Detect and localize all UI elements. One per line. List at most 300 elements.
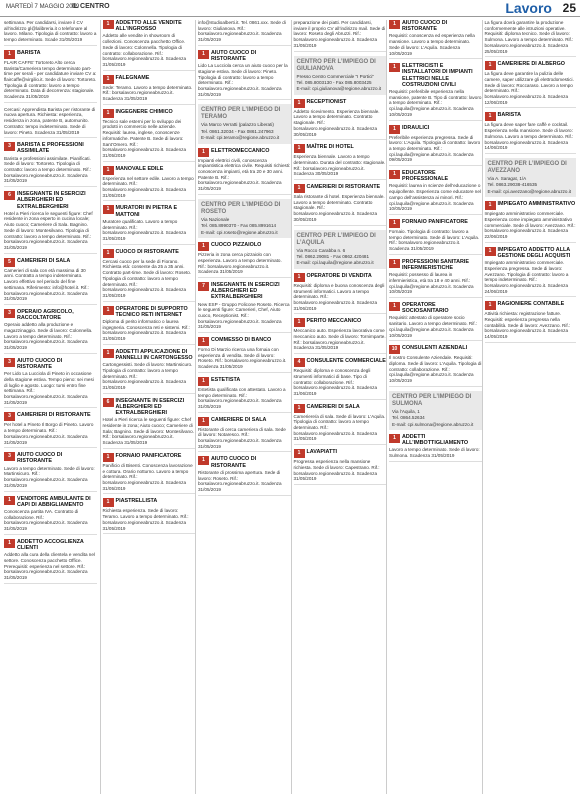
job-title: LAVAPIATTI <box>306 449 338 456</box>
job-title: CAMERIERI DI RISTORANTE <box>17 412 91 419</box>
office-name: CENTRO PER L’IMPIEGO DI L’AQUILA <box>296 232 376 246</box>
job-ad-header <box>389 434 482 446</box>
job-listings <box>4 20 576 794</box>
job-ad-header <box>294 318 387 327</box>
job-title: OPERATORE DI SUPPORTO TECNICO RETI INTERNET <box>115 305 188 318</box>
job-title: ADDETTO ALLE VENDITE ALL'INGROSSO <box>115 20 182 33</box>
job-ad-header <box>485 112 577 121</box>
job-ad-header <box>389 219 482 228</box>
job-ad-header <box>198 417 291 426</box>
job-ad <box>103 166 196 202</box>
job-ad-header <box>103 453 196 462</box>
job-description: Attività richiesta: registrazione fatture. Requisiti: esperienza pregressa nella contabilità. Sede di lavoro: Avezzano. Rif.: borsalavoro.regioneabruzzo.it. Scadenza 14/05/2019 <box>484 311 571 340</box>
positions-count-badge: 1 <box>103 109 114 118</box>
job-ad-header <box>198 337 291 346</box>
job-description: Impiegato amministrativo commerciale. Esperienza pregressa. Sede di lavoro: Avezzano. Tipologia di contratto: lavoro a tempo indeterminato. Rif.: borsalavoro.regioneabruzzo.it. Scadenza 24/06/2019 <box>484 260 569 294</box>
job-description: Requisiti: possesso di laurea in infermieristica, età tra 18 e 40 anni. Rif.: cpi.laquila@regione.abruzzo.it. Scadenza 10/05/2019 <box>389 272 474 295</box>
job-ad <box>4 496 97 535</box>
job-title: ELETTROMECCANICO <box>211 147 270 154</box>
employment-office-box <box>485 158 577 197</box>
job-ad <box>103 109 196 162</box>
job-ad-header <box>198 456 291 468</box>
positions-count-badge: 1 <box>4 496 15 505</box>
job-ad <box>198 148 291 195</box>
job-description: Ristorante di cerca cameriera di sala. Sede di lavoro: Notaresco. Rif.: borsalavoro.regioneabruzzo.it. Scadenza 31/05/2019 <box>198 426 286 449</box>
positions-count-badge: 1 <box>103 20 114 29</box>
issue-date: MARTEDÌ 7 MAGGIO 2019 <box>6 4 80 10</box>
column-5 <box>386 20 482 794</box>
office-contact-line: Tel. 0862.29081 - Fax 0862.420481 <box>296 253 370 259</box>
job-ad <box>389 345 482 387</box>
job-ad <box>485 112 577 154</box>
positions-count-badge: 1 <box>294 318 305 327</box>
job-ad <box>198 20 291 46</box>
job-ad <box>485 20 577 57</box>
job-description: Requisiti: diploma e buona conoscenza degli strumenti informatici. Lavoro a tempo determinato. Rif.: borsalavoro.regioneabruzzo.it. Scadenza 31/06/2019 <box>293 282 385 311</box>
job-title: VENDITORE AMBULANTE DI CAPI DI ABBIGLIAMENTO <box>17 495 91 508</box>
positions-count-badge: 1 <box>485 201 496 210</box>
office-contact-line: Tel. 0861.32034 - Fax 0861.247963 <box>201 128 274 134</box>
job-title: FORNAIO PANIFICATORE <box>402 218 468 225</box>
job-description: Requisiti: conoscenza ed esperienza nella mansione. Lavoro a tempo determinato. Sede di lavoro: L’Aquila. Scadenza 10/05/2019 <box>389 33 475 56</box>
job-ad <box>198 417 291 453</box>
employment-office-box <box>198 199 291 238</box>
job-ad-header <box>198 148 291 157</box>
job-title: AIUTO CUOCO DI RISTORANTE <box>17 452 63 465</box>
office-contact-line: Via Rocco Carabba n. 6 <box>296 247 346 253</box>
job-title: ADDETTI ALL’IMBOTTIGLIAMENTO <box>402 433 469 447</box>
job-ad <box>4 309 97 354</box>
office-contact-line: Tel. 085.8990370 - Fax 085.8991614 <box>201 223 277 229</box>
job-title: EDUCATORE PROFESSIONALE <box>402 170 449 183</box>
page-number: 25 <box>562 1 576 15</box>
job-description: FLAIR CAFFE’ Tortoreto Alto cerca Barista/Cameriera tempo determinato part-time per serali - per candidature inviare CV a: flaircaffe@virgilio.it. Sede di lavoro: Tortoreto. Tipologia di contratto: lavoro a tempo determinato. Data di decorrenza: stagionale. Scadenza 31/05/2019 <box>4 59 97 100</box>
office-contact-line: Via Nazionale <box>201 216 230 222</box>
job-ad-header <box>198 282 291 301</box>
job-ad <box>103 349 196 394</box>
positions-count-badge: 1 <box>389 20 400 29</box>
job-description: La figura deve saper fare caffè e cocktail. Esperienza nella mansione. Sede di lavoro: Sulmona. Lavoro a tempo determinato. Rif.: borsalavoro.regioneabruzzo.it. Scadenza 14/06/2019 <box>484 122 574 151</box>
job-ad <box>4 539 97 584</box>
newspaper-name: IL CENTRO <box>72 3 110 10</box>
job-ad <box>294 144 387 180</box>
job-description: preparazione dei piatti. Per candidarsi, inviare il proprio CV all’indirizzo mail. Sede di lavoro: Roseto degli Abruzzi. Rif.: borsalavoro.regioneabruzzo.it. Scadenza 31/05/2019 <box>293 20 386 48</box>
positions-count-badge: 3 <box>4 309 15 318</box>
job-ad-header <box>485 201 577 210</box>
positions-count-badge: 1 <box>485 61 496 70</box>
job-ad-header <box>198 377 291 386</box>
job-ad-header <box>485 61 577 70</box>
job-description: Sala ristorante di hotel. Esperienza biennale. Lavoro a tempo determinato. Contratto stagionale. Rif.: borsalavoro.regioneabruzzo.it. Scadenza 30/05/2019 <box>293 194 385 222</box>
job-title: INGEGNERE CHIMICO <box>115 108 173 115</box>
job-ad-header <box>294 99 387 108</box>
job-ad <box>485 61 577 108</box>
job-title: AIUTO CUOCO DI RISTORANTE <box>17 357 63 371</box>
job-description: Sede: Teramo. Lavoro a tempo determinato. Rif.: borsalavoro.regioneabruzzo.it. Scadenza 31/05/2019 <box>102 84 193 102</box>
job-ad-header <box>485 301 577 310</box>
job-ad <box>198 242 291 278</box>
job-description: Addetto alle vendite in showroom di collezioni. Conoscenza pacchetto Office. Sede di lavoro: Colonnella. Tipologia di contratto: collaborazione. Rif.: borsalavoro.regioneabruzzo.it. Scadenza 31/05/2019 <box>102 33 187 67</box>
positions-count-badge: 1 <box>198 148 209 157</box>
employment-office-box <box>198 104 291 143</box>
positions-count-badge: 5 <box>4 258 15 267</box>
job-title: AIUTO CUOCO DI RISTORANTE <box>211 49 257 63</box>
job-ad-header <box>294 144 387 153</box>
column-2 <box>100 20 196 794</box>
office-name: CENTRO PER L’IMPIEGO DI TERAMO <box>201 107 281 121</box>
job-ad-header <box>294 404 387 413</box>
positions-count-badge: 1 <box>389 125 400 134</box>
job-description: Richiesta esperienza. Sede di lavoro: Teramo. Lavoro a tempo determinato. Rif.: borsalavoro.regioneabruzzo.it. Scadenza 31/05/2019 <box>102 508 189 531</box>
positions-count-badge: 1 <box>294 273 305 282</box>
job-ad-header <box>389 63 482 88</box>
job-ad-header <box>198 50 291 62</box>
office-contact-line: E-mail: cpi.teramo@regione.abruzzo.it <box>201 135 280 141</box>
job-ad-header <box>4 142 97 154</box>
job-ad <box>4 258 97 305</box>
job-ad-header <box>198 242 291 251</box>
job-ad <box>294 184 387 226</box>
job-ad <box>103 75 196 105</box>
office-name: CENTRO PER L’IMPIEGO DI ROSETO <box>201 201 281 215</box>
positions-count-badge: 1 <box>485 301 496 310</box>
job-ad <box>4 358 97 409</box>
job-title: MAÎTRE DI HOTEL <box>306 144 354 151</box>
office-contact-line: Tel. 0864.52634 <box>392 415 425 421</box>
positions-count-badge: 3 <box>4 412 15 421</box>
job-title: CONSULENTI AZIENDALI <box>402 345 468 352</box>
job-description: New ESP - Gruppo Folicone Roseto. Ricerca le seguenti figure: Camerieri, Chef, Aiuto cuoco, Receptionist. Rif.: borsalavoro.regioneabruzzo.it. Scadenza 31/05/2019 <box>198 301 290 330</box>
job-ad <box>294 20 387 52</box>
job-title: FORNAIO PANIFICATORE <box>115 452 182 459</box>
job-title: CAMERIERE DI SALA <box>211 416 267 423</box>
positions-count-badge: 1 <box>294 404 305 413</box>
job-ad <box>389 125 482 167</box>
office-contact-line: E-mail: cpi.avezzano@regione.abruzzo.it <box>487 188 572 194</box>
job-description: Per hotel a Pineto Il Borgo di Pineto. Lavoro a tempo determinato. Rif.: borsalavoro.regioneabruzzo.it. Scadenza 31/05/2019 <box>4 422 94 445</box>
job-ad-header <box>389 20 482 32</box>
office-contact-line: Tel. 085.8003130 - Fax 085.8003425 <box>296 79 372 85</box>
job-title: IDRAULICI <box>402 124 430 131</box>
positions-count-badge: 1 <box>485 247 496 256</box>
job-ad <box>485 301 577 343</box>
job-title: PROFESSIONI SANITARIE INFERMIERISTICHE <box>402 258 469 271</box>
positions-count-badge: 1 <box>103 75 114 84</box>
job-description: Barista e professioni assimilate. Pianificati. Sede di lavoro: Tortoreto. Tipologia di contratto: lavoro a tempo determinato. Rif.: borsalavoro.regioneabruzzo.it. Scadenza 31/05/2019 <box>4 155 92 184</box>
job-description: Lido La Lucciola cerca un aiuto cuoco per la stagione estiva. Sede di lavoro: Pineto. Tipologia di contratto: lavoro a tempo determinato. Rif.: borsalavoro.regioneabruzzo.it. Scadenza 31/05/2019 <box>198 63 288 97</box>
job-ad <box>4 107 97 139</box>
job-description: Tecnico sale esterni per lo sviluppo dei prodotti in commercio nelle aziende. Requisiti: laurea, inglese, conoscenze informatiche. Patente B. Sede di lavoro: Sant’Omero. Rif.: borsalavoro.regioneabruzzo.it. Scadenza 31/05/2019 <box>102 118 187 158</box>
page-header <box>0 0 580 17</box>
job-ad-header <box>4 50 97 59</box>
column-1 <box>4 20 97 794</box>
positions-count-badge: 1 <box>103 453 114 462</box>
job-description: Addetto ricevimento. Esperienza biennale. Lavoro a tempo determinato. Contratto stagionale. Rif.: borsalavoro.regioneabruzzo.it. Scadenza 30/05/2019 <box>293 108 380 137</box>
job-ad <box>4 412 97 448</box>
job-ad-header <box>103 306 196 318</box>
positions-count-badge: 1 <box>294 184 305 193</box>
job-title: CAMERIERI DI SALA <box>17 257 71 264</box>
job-ad <box>4 191 97 254</box>
column-3 <box>195 20 291 794</box>
job-title: BARISTA <box>17 49 41 56</box>
job-description: Requisiti: attestato di operatore socio sanitario. Lavoro a tempo determinato. Rif.: cpi.laquila@regione.abruzzo.it. Scadenza 10/05/2019 <box>389 315 478 338</box>
job-title: CAMERIERI DI SALA <box>306 403 360 410</box>
job-description: Cameriere/a di sala. Sede di lavoro: L’Aquila. Tipologia di contratto: lavoro a tempo determinato. Rif.: borsalavoro.regioneabruzzo.it. Scadenza 31/05/2019 <box>293 413 386 442</box>
job-description: Forno Di Marzio ricerca una fornaia con esperienza di vendita. Sede di lavoro: Roseto. Rif.: borsalavoro.regioneabruzzo.it. Scadenza 31/05/2019 <box>198 347 287 370</box>
job-ad <box>4 20 97 46</box>
job-ad-header <box>103 20 196 32</box>
positions-count-badge: 1 <box>198 456 209 465</box>
job-description: Panificio di Bisenti. Conoscenza lavorazione e cottura. Orario notturno. Lavoro a tempo determinato. Rif.: borsalavoro.regioneabruzzo.it. Scadenza 31/05/2019 <box>102 462 193 491</box>
job-ad <box>389 170 482 215</box>
positions-count-badge: 1 <box>198 377 209 386</box>
job-description: Muratore qualificato. Lavoro a tempo determinato. Rif.: borsalavoro.regioneabruzzo.it. Scadenza 31/05/2019 <box>102 218 187 241</box>
job-description: Pizzeria in zona cerca pizzaiolo con esperienza. Lavoro a tempo determinato. Rif.: borsalavoro.regioneabruzzo.it. Scadenza 31/05/2019 <box>198 252 282 275</box>
job-ad-header <box>389 302 482 314</box>
job-ad <box>294 318 387 354</box>
job-ad-header <box>103 166 196 175</box>
job-ad <box>103 20 196 71</box>
job-description: Cercasi: Apprendista Barista per ristorante di nuova apertura. Richiesta: esperienza, residenza in zona, patente B, automunito. Contratto: tempo indeterminato. Sede di lavoro: Pineto. Scadenza 31/05/2019 <box>4 106 96 135</box>
positions-count-badge: 10 <box>389 345 400 354</box>
job-ad-header <box>4 358 97 370</box>
job-ad-header <box>4 412 97 421</box>
job-ad <box>198 337 291 373</box>
job-title: FALEGNAME <box>115 74 150 81</box>
job-description: Fornaio. Tipologia di contratto: lavoro a tempo determinato. Sede di lavoro: L’Aquila. Rif.: borsalavoro.regioneabruzzo.it. Scadenza 31/05/2019 <box>389 228 480 252</box>
job-description: Esperienza biennale. Lavoro a tempo determinato. Durata del contratto: stagionale. Rif.: borsalavoro.regioneabruzzo.it. Scadenza 30/05/2019 <box>293 154 386 177</box>
job-ad <box>198 50 291 101</box>
job-ad <box>103 205 196 244</box>
office-contact-line: Via A. Saragat, 1/A <box>487 175 527 181</box>
positions-count-badge: 1 <box>389 219 400 228</box>
job-description: Impiegato amministrativo commerciale. Esperienza come impiegato amministrativo commerciale. Sede di lavoro: Avezzano. Rif.: borsalavoro.regioneabruzzo.it. Scadenza 22/06/2019 <box>484 211 576 239</box>
job-ad-header <box>294 273 387 282</box>
job-ad-header <box>103 109 196 118</box>
employment-office-box <box>294 56 387 95</box>
column-6 <box>482 20 577 794</box>
job-title: BARISTA <box>497 112 522 119</box>
job-ad-header <box>4 452 97 464</box>
positions-count-badge: 1 <box>4 539 15 548</box>
job-description: Lavoro a tempo determinato. Sede di lavoro: Sulmona. Scadenza 31/05/2019 <box>389 447 480 459</box>
job-title: OPERATORE DI VENDITA <box>306 272 372 279</box>
job-ad-header <box>4 309 97 321</box>
positions-count-badge: 1 <box>4 50 15 59</box>
job-ad-header <box>4 539 97 551</box>
job-description: Hotel a Pieri ricerca le seguenti figure: Chef residente in zona; Aiuto cuoco; Cameriere di Sala; Bagnino. Sede di lavoro: Montesilvano. Rif.: borsalavoro.regioneabruzzo.it. Scadenza 31/05/2019 <box>102 417 194 446</box>
job-ad <box>294 449 387 485</box>
job-title: MURATORI IN PIETRA E MATTONI <box>115 205 178 218</box>
positions-count-badge: 1 <box>103 205 114 214</box>
job-description: Cercasi cuoco per la sede di Fiorano. Richiesta età: consente da 25 a 35 anni. Contratto part-time. Sede di lavoro: Roseto. Tipologia di contratto: lavoro a tempo determinato. Rif.: borsalavoro.regioneabruzzo.it. Scadenza 31/05/2019 <box>102 258 192 298</box>
job-title: RECEPTIONIST <box>306 98 347 105</box>
job-description: Operaio addetto alla produzione e magazzinaggio. Sede di lavoro: Colonnella. Lavoro a tempo determinato. Rif.: borsalavoro.regioneabruzzo.it. Scadenza 31/05/2019 <box>4 322 93 351</box>
job-description: Cartongessisti. Sede di lavoro: Martinsicuro. Tipologia di contratto: lavoro a tempo determinato. Rif.: borsalavoro.regioneabruzzo.it. Scadenza 31/05/2019 <box>102 362 193 391</box>
job-title: CONSULENTE COMMERCIALE <box>306 358 386 365</box>
positions-count-badge: 7 <box>198 282 209 291</box>
job-ad <box>294 99 387 141</box>
job-ad <box>4 50 97 103</box>
office-contact-line: E-mail: cpi.giulianova@regione.abruzzo.it <box>296 86 382 92</box>
positions-count-badge: 1 <box>389 63 400 72</box>
job-ad-header <box>4 191 97 210</box>
section-title: Lavoro <box>505 0 552 16</box>
job-description: Il nostro Consulente Aziendale. Requisiti: diploma. Sede di lavoro: L’Aquila. Tipologia di contratto: collaborazione. Rif.: cpi.laquila@regione.abruzzo.it. Scadenza 10/05/2019 <box>389 355 482 384</box>
positions-count-badge: 6 <box>4 191 15 200</box>
job-ad-header <box>4 258 97 267</box>
job-description: Ristorante di prossima apertura. Sede di lavoro: Roseto. Rif.: borsalavoro.regioneabruzzo.it. Scadenza 31/05/2019 <box>198 469 282 492</box>
job-ad <box>294 273 387 315</box>
job-title: INSEGNANTE IN ESERCIZI ALBERGHIERI ED EXTRALBERGHIERI <box>17 191 86 210</box>
positions-count-badge: 1 <box>198 337 209 346</box>
job-ad-header <box>389 125 482 134</box>
office-contact-line: E-mail: cpi.sulmona@regione.abruzzo.it <box>392 421 474 427</box>
positions-count-badge: 1 <box>389 434 400 443</box>
job-ad <box>103 453 196 495</box>
positions-count-badge: 1 <box>389 170 400 179</box>
job-description: La figura deve garantire la pulizia delle camere, saper utilizzare gli elettrodomestici. Sede di lavoro: Roccaraso. Lavoro a tempo determinato. Rif.: borsalavoro.regioneabruzzo.it. Scadenza 12/06/2019 <box>484 71 574 105</box>
job-description: info@studioalberti.it. Tel. 0861.xxx. Sede di lavoro: Giulianova. Rif.: borsalavoro.regioneabruzzo.it. Scadenza 31/05/2019 <box>198 20 286 43</box>
positions-count-badge: 3 <box>4 452 15 461</box>
job-ad-header <box>389 345 482 354</box>
positions-count-badge: 1 <box>198 242 209 251</box>
job-ad-header <box>294 358 387 367</box>
job-description: Esperienza nel settore edile. Lavoro a tempo determinato. Rif.: borsalavoro.regioneabruzzo.it. Scadenza 31/05/2019 <box>102 175 194 198</box>
job-ad <box>103 498 196 534</box>
office-contact-line: Via Marco Verratti (palazzo Liberati) <box>201 122 274 128</box>
office-name: CENTRO PER L’IMPIEGO DI GIULIANOVA <box>296 58 376 72</box>
job-ad-header <box>103 498 196 507</box>
job-description: Diploma di perito informatico o laurea ingegneria. Conoscenza reti e sistemi. Rif.: borsalavoro.regioneabruzzo.it. Scadenza 31/05/2019 <box>102 319 190 342</box>
employment-office-box <box>294 230 387 269</box>
job-ad <box>389 63 482 120</box>
job-title: BARISTA E PROFESSIONI ASSIMILATE <box>17 142 84 155</box>
job-title: CAMERIERI DI RISTORANTE <box>306 184 381 191</box>
employment-office-box <box>389 391 482 430</box>
positions-count-badge: 6 <box>103 398 114 407</box>
job-ad <box>485 201 577 243</box>
job-description: Meccanico auto. Esperienza lavorativa come meccanico auto. Sede di lavoro: Tornimparte. Rif.: borsalavoro.regioneabruzzo.it. Scadenza 31/05/2019 <box>293 328 386 351</box>
job-description: Hotel a Pieri ricerca le seguenti figure: Chef residente in zona esperto in cucina locale; Aiuto cuoco; Cameriere di Sala. Bagnino. Sede di lavoro: Montesilvano. Tipologia di contratto: lavoro a tempo determinato. Rif.: borsalavoro.regioneabruzzo.it. Scadenza 31/05/2019 <box>4 210 93 250</box>
job-description: Preferibile esperienza pregressa. Sede di lavoro: L’Aquila. Tipologia di contratto: lavoro a tempo determinato. Rif.: cpi.laquila@regione.abruzzo.it. Scadenza 09/05/2019 <box>389 134 481 163</box>
positions-count-badge: 1 <box>103 166 114 175</box>
job-description: Impianti elettrici civili, conoscenza impiantistica elettrica civile. Requisiti richiesti: conoscenza impianti, età tra 20 e 30 anni. Patente B. Rif.: borsalavoro.regioneabruzzo.it. Scadenza 31/05/2019 <box>198 157 291 192</box>
job-title: ESTETISTA <box>211 376 241 383</box>
job-title: PIASTRELLISTA <box>115 498 158 505</box>
job-ad-header <box>103 349 196 361</box>
job-ad-header <box>103 249 196 258</box>
job-title: OPERAIO AGRICOLO, RACCOLTATORE <box>17 308 74 322</box>
job-ad <box>198 282 291 333</box>
office-contact-line: Tel. 0863.29038-416535 <box>487 182 538 188</box>
job-ad <box>4 452 97 491</box>
job-title: INSEGNANTE IN ESERCIZI ALBERGHIERI ED EXTRALBERGHIERI <box>115 397 185 417</box>
job-title: AIUTO CUOCO DI RISTORANTE <box>402 20 448 33</box>
job-ad-header <box>103 205 196 217</box>
job-ad-header <box>389 170 482 182</box>
positions-count-badge: 1 <box>294 144 305 153</box>
positions-count-badge: 1 <box>103 349 114 358</box>
positions-count-badge: 4 <box>294 358 305 367</box>
positions-count-badge: 1 <box>103 249 114 258</box>
office-name: CENTRO PER L’IMPIEGO DI AVEZZANO <box>487 160 567 174</box>
job-title: IMPIEGATO ADDETTO ALLA GESTIONE DEGLI ACQUISTI <box>497 246 571 259</box>
job-title: CAMERIERE DI ALBERGO <box>497 61 565 68</box>
job-description: Requisiti: preferibile esperienza nella mansione, patente B. Tipo di contratto: lavoro a tempo determinato. Rif.: cpi.laquila@regione.abruzzo.it. Scadenza 10/05/2019 <box>389 89 482 117</box>
job-title: ADDETTO ACCOGLIENZA CLIENTI <box>17 538 84 551</box>
job-title: PERITO MECCANICO <box>306 318 362 325</box>
job-description: Camerieri di sala con età massima di 30 anni. Contratto a tempo indeterminato. Lavoro effettivo nel periodo del fine settimana. Riferimento: info@hotel.it. Rif.: borsalavoro.regioneabruzzo.it. Scadenza 31/05/2019 <box>4 267 89 302</box>
job-ad <box>4 142 97 187</box>
job-description: Lavoro a tempo determinato. Sede di lavoro: Martinsicuro. Rif.: borsalavoro.regioneabruzzo.it. Scadenza 31/05/2019 <box>4 465 95 488</box>
positions-count-badge: 1 <box>103 498 114 507</box>
job-title: ADDETTI APPLICAZIONE DI PANNELLI IN CARTONGESSO <box>115 348 193 362</box>
office-contact-line: E-mail: cpi.roseto@regione.abruzzo.it <box>201 229 278 235</box>
job-title: IMPIEGATO AMMINISTRATIVO <box>497 201 576 208</box>
job-description: La figura dovrà garantire la produzione conformemente alle istruzioni operative. Requisiti: diploma tecnico. Sede di lavoro: Sulmona. Lavoro a tempo determinato. Rif.: borsalavoro.regioneabruzzo.it. Scadenza 25/05/2019 <box>484 20 574 54</box>
job-ad <box>103 249 196 302</box>
job-ad <box>389 302 482 341</box>
job-title: CUOCO PIZZAIOLO <box>211 242 262 249</box>
column-4 <box>291 20 387 794</box>
job-ad-header <box>103 398 196 417</box>
office-name: CENTRO PER L’IMPIEGO DI SULMONA <box>392 393 472 407</box>
job-ad-header <box>4 496 97 508</box>
positions-count-badge: 1 <box>198 417 209 426</box>
job-ad-header <box>294 449 387 458</box>
positions-count-badge: 1 <box>485 112 496 121</box>
job-description: Conoscenza partita IVA. Contratto di collaborazione. Rif.: borsalavoro.regioneabruzzo.it. Scadenza 31/05/2019 <box>4 508 88 532</box>
positions-count-badge: 1 <box>389 302 400 311</box>
positions-count-badge: 1 <box>294 449 305 458</box>
office-contact-line: E-mail: cpi.laquila@regione.abruzzo.it <box>296 260 374 266</box>
job-ad <box>389 259 482 298</box>
positions-count-badge: 1 <box>103 306 114 315</box>
job-title: INSEGNANTE IN ESERCIZI ALBERGHIERI ED EXTRALBERGHIERI <box>211 281 280 301</box>
positions-count-badge: 1 <box>198 50 209 59</box>
job-title: CUOCO DI RISTORANTE <box>115 248 179 255</box>
job-ad-header <box>485 247 577 259</box>
job-title: MANOVALE EDILE <box>115 165 164 172</box>
job-ad <box>103 306 196 345</box>
job-ad <box>294 404 387 446</box>
job-ad <box>198 377 291 413</box>
job-ad <box>103 398 196 449</box>
job-title: AIUTO CUOCO DI RISTORANTE <box>211 456 257 469</box>
job-ad <box>485 247 577 298</box>
job-description: Progressa esperienza nella mansione richiesta. Sede di lavoro: Capestrano. Rif.: borsalavoro.regioneabruzzo.it. Scadenza 31/05/2019 <box>293 459 380 482</box>
positions-count-badge: 3 <box>4 358 15 367</box>
job-description: Estetista qualificata con attestato. Lavoro a tempo determinato. Rif.: borsalavoro.regioneabruzzo.it. Scadenza 31/05/2019 <box>198 386 286 409</box>
job-ad-header <box>103 75 196 84</box>
positions-count-badge: 1 <box>389 259 400 268</box>
job-title: COMMESSO DI BANCO <box>211 337 272 344</box>
positions-count-badge: 3 <box>4 142 15 151</box>
positions-count-badge: 1 <box>294 99 305 108</box>
job-title: ELETTRICISTI E INSTALLATORI DI IMPIANTI ELETTRICI NELLE COSTRUZIONI CIVILI <box>402 63 473 88</box>
office-contact-line: Presso Centro Commerciale "I Portici" <box>296 73 375 79</box>
job-description: Requisiti: laurea in scienze dell’educazione o equipollente. Esperienza come educatore nel campo dell’assistenza ai minori. Rif.: cpi.laquila@regione.abruzzo.it. Scadenza 10/05/2019 <box>389 183 481 212</box>
office-contact-line: Via l’Aquila, 1 <box>392 408 420 414</box>
job-description: Requisiti: diploma e conoscenza degli strumenti informatici di base. Tipo di contratto: collaborazione. Rif.: borsalavoro.regioneabruzzo.it. Scadenza 31/06/2019 <box>293 368 378 396</box>
job-description: Addetto alla cura della clientela e vendita nel settore. Conoscenza pacchetto Office. Prerequisiti: esperienza nel settore. Rif.: borsalavoro.regioneabruzzo.it. Scadenza 31/05/2019 <box>4 552 95 580</box>
job-title: OPERATORE SOCIOSANITARIO <box>402 302 449 315</box>
job-ad <box>389 20 482 59</box>
job-ad <box>294 358 387 400</box>
job-description: settimana. Per candidarsi, inviare il CV all’indirizzo gl@lalibreria.it o telefonare al lavoro. Milano. Tipologia di contratto: lavoro a tempo determinato. Scade 31/05/2019 <box>4 20 97 43</box>
